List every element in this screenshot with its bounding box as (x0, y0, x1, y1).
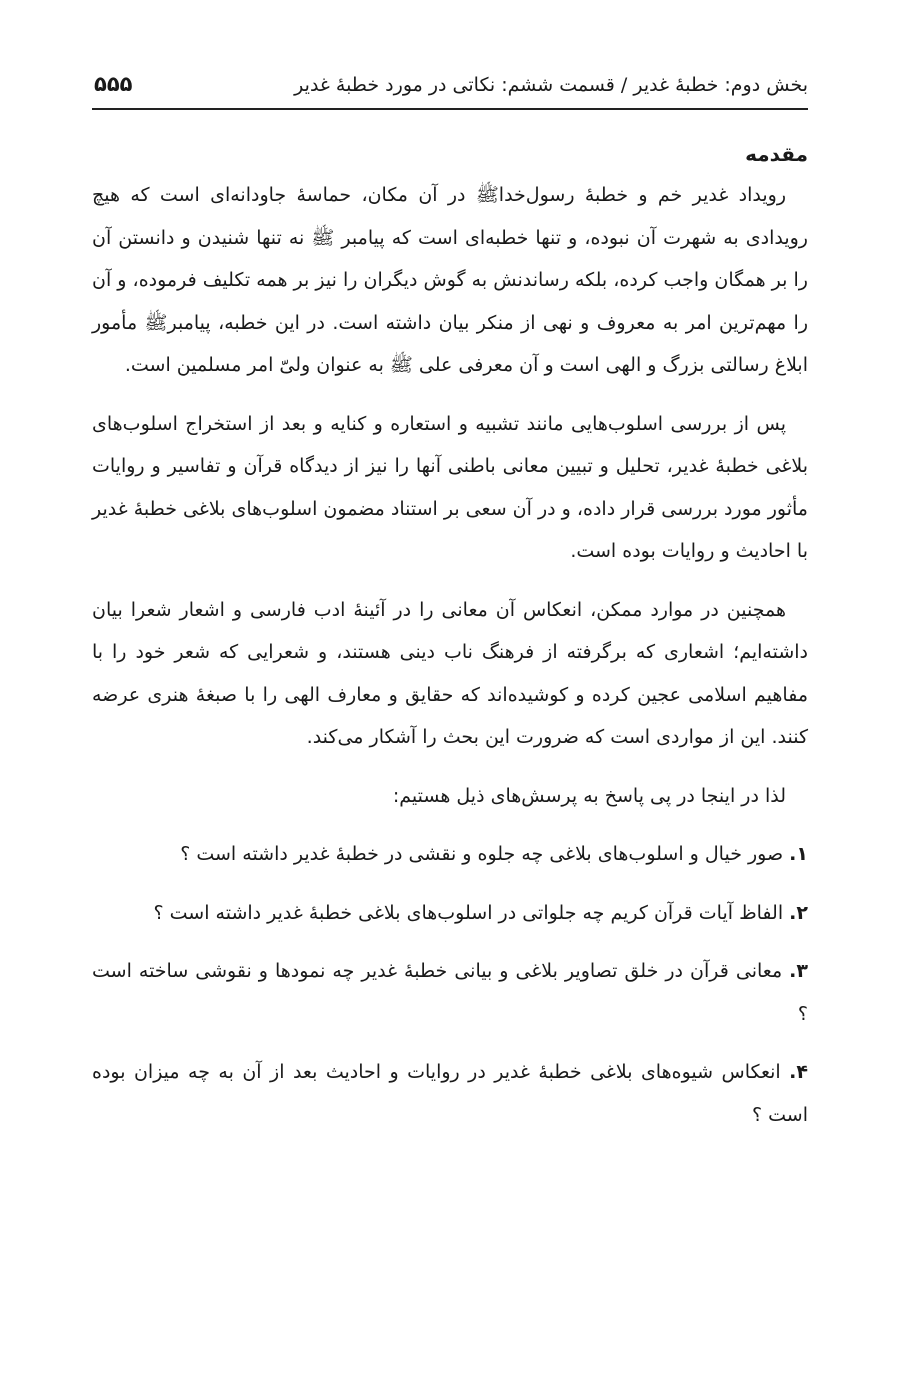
question-number: ۱. (789, 843, 808, 865)
paragraph-questions-lead: لذا در اینجا در پی پاسخ به پرسش‌های ذیل هستیم: (392, 784, 786, 807)
header-title: بخش دوم: خطبهٔ غدیر / قسمت ششم: نکاتی در مورد خطبهٔ غدیر (294, 74, 808, 96)
question-text: معانی قرآن در خلق تصاویر بلاغی و بیانی خطبهٔ غدیر چه نمودها و نقوشی ساخته است ؟ (92, 960, 808, 1025)
question-number: ۴. (789, 1061, 808, 1083)
question-text: انعکاس شیوه‌های بلاغی خطبهٔ غدیر در روایات و احادیث بعد از آن به چه میزان بوده است ؟ (92, 1061, 808, 1126)
question-item (92, 1051, 808, 1136)
page-number: ۵۵۵ (94, 72, 133, 96)
book-page (92, 60, 808, 1152)
paragraph-method: پس از بررسی اسلوب‌هایی مانند تشبیه و استعاره و کنایه و بعد از استخراج اسلوب‌های بلاغی خطبهٔ غدیر، تحلیل و تبیین معانی باطنی آنها را نیز از دیدگاه قرآن و تفاسیر و روایات مأثور مورد بررسی قرار داده، و در آن سعی بر استناد مضمون اسلوب‌های بلاغی خطبهٔ غدیر با احادیث و روایات بوده است. (92, 412, 808, 562)
question-text: الفاظ آیات قرآن کریم چه جلواتی در اسلوب‌های بلاغی خطبهٔ غدیر داشته است ؟ (153, 901, 784, 924)
question-number: ۳. (789, 960, 808, 982)
question-number: ۲. (789, 901, 808, 924)
question-text: صور خیال و اسلوب‌های بلاغی چه جلوه و نقشی در خطبهٔ غدیر داشته است ؟ (180, 843, 784, 865)
paragraph-poetry: همچنین در موارد ممکن، انعکاس آن معانی را در آئینهٔ ادب فارسی و اشعار شعرا بیان داشته‌ایم؛ اشعاری که برگرفته از فرهنگ ناب دینی هستند، و شعرایی که شعر خود را با مفاهیم اسلامی عجین کرده و کوشیده‌اند که حقایق و معارف الهی را با صبغهٔ هنری عرضه کنند. این از مواردی است که ضرورت این بحث را آشکار می‌کند. (92, 598, 808, 748)
question-item (92, 950, 808, 1035)
running-header (92, 60, 808, 110)
section-heading: مقدمه (745, 142, 808, 166)
question-item (92, 892, 808, 935)
paragraph-intro: رویداد غدیر خم و خطبهٔ رسول‌خداﷺ در آن مکان، حماسهٔ جاودانه‌ای است که هیچ رویدادی به شهرت آن نبوده، و تنها خطبه‌ای است که پیامبر ﷺ نه تنها شنیدن و دانستن آن را بر همگان واجب کرده، بلکه رساندنش به گوش دیگران را نیز بر همه تکلیف فرموده، و آن را مهم‌ترین امر به معروف و نهی از منکر بیان داشته است. در این خطبه، پیامبرﷺ مأمور ابلاغ رسالتی بزرگ و الهی است و آن معرفی علی ﷺ به عنوان ولیّ امر مسلمین است. (92, 184, 808, 376)
question-item (92, 833, 808, 876)
